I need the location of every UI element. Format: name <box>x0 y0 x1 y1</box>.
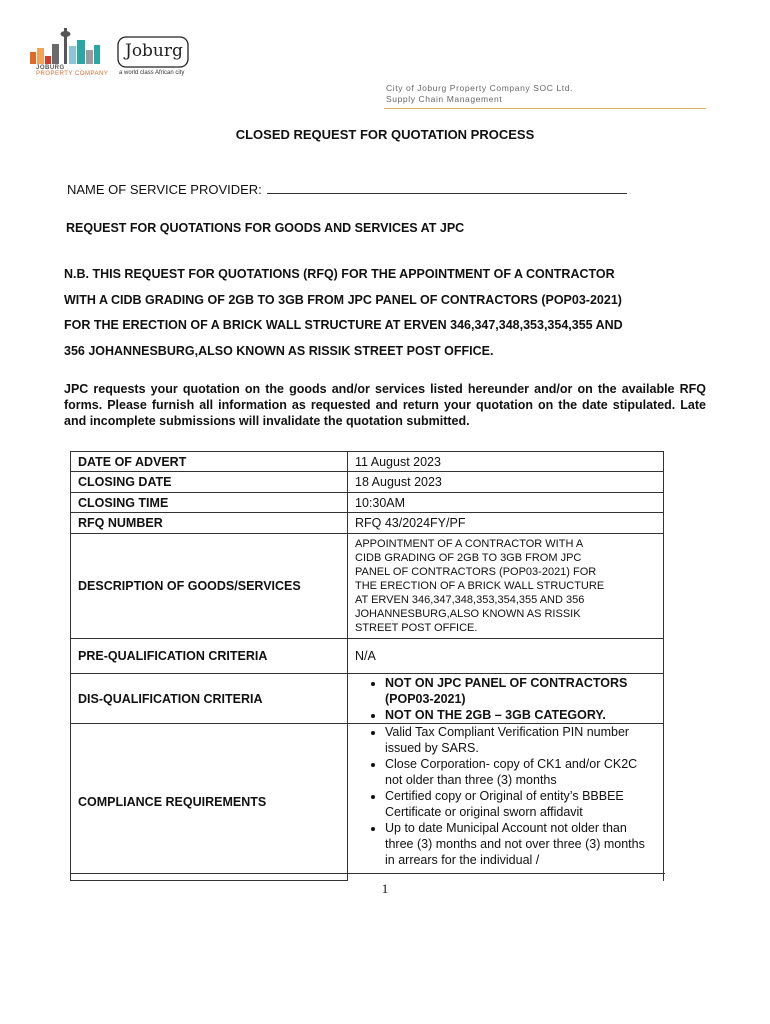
nb-line: 356 JOHANNESBURG,ALSO KNOWN AS RISSIK STREET POST OFFICE. <box>64 343 494 358</box>
closing-time-value: 10:30AM <box>348 493 664 513</box>
description-line: THE ERECTION OF A BRICK WALL STRUCTURE <box>355 580 605 592</box>
table-row <box>71 493 664 513</box>
closing-date-value: 18 August 2023 <box>348 472 664 493</box>
list-item: • Up to date Municipal Account not older than three (3) months and not over three (3) months in arrears for the individual / <box>385 820 656 868</box>
nb-line: N.B. THIS REQUEST FOR QUOTATIONS (RFQ) FOR THE APPOINTMENT OF A CONTRACTOR <box>64 267 615 281</box>
joburg-tagline: a world class African city <box>119 70 185 76</box>
list-item: • Close Corporation- copy of CK1 and/or CK2C not older than three (3) months <box>385 756 656 788</box>
document-title: CLOSED REQUEST FOR QUOTATION PROCESS <box>235 127 535 142</box>
table-row <box>71 472 664 493</box>
rfq-number-label: RFQ NUMBER <box>71 513 348 534</box>
description-line: PANEL OF CONTRACTORS (POP03-2021) FOR <box>355 566 597 578</box>
description-label: DESCRIPTION OF GOODS/SERVICES <box>71 534 348 639</box>
nb-line: WITH A CIDB GRADING OF 2GB TO 3GB FROM JPC PANEL OF CONTRACTORS (POP03-2021) <box>64 292 622 307</box>
closing-date-label: CLOSING DATE <box>71 472 348 493</box>
table-row <box>71 639 664 674</box>
compliance-label: COMPLIANCE REQUIREMENTS <box>71 724 348 881</box>
nb-notice <box>64 262 714 364</box>
list-item: • NOT ON THE 2GB – 3GB CATEGORY. <box>385 707 656 723</box>
nb-line: FOR THE ERECTION OF A BRICK WALL STRUCTURE AT ERVEN 346,347,348,353,354,355 AND <box>64 318 623 332</box>
description-line: APPOINTMENT OF A CONTRACTOR WITH A <box>355 538 584 550</box>
description-line: CIDB GRADING OF 2GB TO 3GB FROM JPC <box>355 552 582 564</box>
prequalification-value: N/A <box>348 639 664 674</box>
description-line: AT ERVEN 346,347,348,353,354,355 AND 356 <box>355 594 585 606</box>
table-row <box>71 513 664 534</box>
service-provider-blank-line <box>267 183 627 194</box>
disqualification-value <box>348 674 664 724</box>
description-value <box>348 534 664 639</box>
joburg-logo-text: Joburg <box>125 41 183 61</box>
table-row <box>71 674 664 724</box>
table-row <box>71 534 664 639</box>
request-subheading: REQUEST FOR QUOTATIONS FOR GOODS AND SERVICES AT JPC <box>66 221 465 235</box>
service-provider-label: NAME OF SERVICE PROVIDER: <box>67 182 262 197</box>
rfq-number-value: RFQ 43/2024FY/PF <box>348 513 664 534</box>
disqualification-label: DIS-QUALIFICATION CRITERIA <box>71 674 348 724</box>
disqualification-list <box>355 675 656 723</box>
service-provider-field <box>67 182 627 197</box>
compliance-list <box>355 724 656 868</box>
table-bottom-border <box>70 873 665 874</box>
advert-value: 11 August 2023 <box>348 452 664 472</box>
description-line: STREET POST OFFICE. <box>355 622 478 634</box>
intro-paragraph: JPC requests your quotation on the goods and/or services listed hereunder and/or on the available RFQ forms. Please furnish all information as requested and return your quotation on the date stipulated. Late and incomplete submissions will invalidate the quotation submitted. <box>64 382 706 428</box>
company-name: City of Joburg Property Company SOC Ltd. <box>386 83 573 93</box>
company-header <box>386 83 573 105</box>
list-item: • Valid Tax Compliant Verification PIN number issued by SARS. <box>385 724 656 756</box>
rfq-info-table <box>70 451 664 881</box>
list-item: • NOT ON JPC PANEL OF CONTRACTORS (POP03-2021) <box>385 675 656 707</box>
description-line: JOHANNESBURG,ALSO KNOWN AS RISSIK <box>355 608 581 620</box>
table-row <box>71 724 664 881</box>
advert-label: DATE OF ADVERT <box>71 452 348 472</box>
prequalification-label: PRE-QUALIFICATION CRITERIA <box>71 639 348 674</box>
list-item: • Certified copy or Original of entity’s BBBEE Certificate or original sworn affidavit <box>385 788 656 820</box>
jpc-logo-text: JOBURG PROPERTY COMPANY <box>36 65 109 77</box>
table-row <box>71 452 664 472</box>
closing-time-label: CLOSING TIME <box>71 493 348 513</box>
department-name: Supply Chain Management <box>386 94 503 104</box>
page-number: 1 <box>381 881 389 896</box>
header-rule <box>384 108 706 109</box>
compliance-value <box>348 724 664 881</box>
